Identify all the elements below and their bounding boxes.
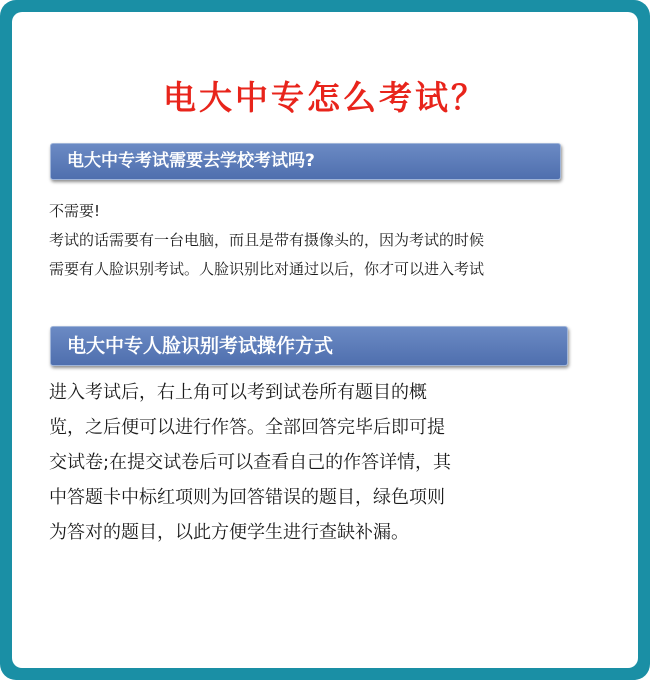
content-card: [12, 12, 638, 668]
text-line: 进入考试后，右上角可以考到试卷所有题目的概: [49, 382, 427, 403]
text-line: 不需要!: [49, 202, 101, 220]
text-line: 交试卷;在提交试卷后可以查看自己的作答详情，其: [49, 452, 452, 473]
section-heading-face-recognition: 电大中专人脸识别考试操作方式: [50, 326, 568, 366]
section-body-face-recognition: [49, 375, 549, 550]
text-line: 览，之后便可以进行作答。全部回答完毕后即可提: [49, 417, 445, 438]
section-body-exam-location: [49, 197, 629, 284]
page-title: 电大中专怎么考试？: [163, 78, 487, 117]
text-line: 需要有人脸识别考试。人脸识别比对通过以后，你才可以进入考试: [49, 260, 485, 278]
text-line: 中答题卡中标红项则为回答错误的题目，绿色项则: [49, 487, 445, 508]
text-line: 为答对的题目，以此方便学生进行查缺补漏。: [49, 522, 409, 543]
text-line: 考试的话需要有一台电脑，而且是带有摄像头的，因为考试的时候: [49, 231, 485, 249]
section-heading-exam-location: 电大中专考试需要去学校考试吗?: [50, 143, 561, 180]
